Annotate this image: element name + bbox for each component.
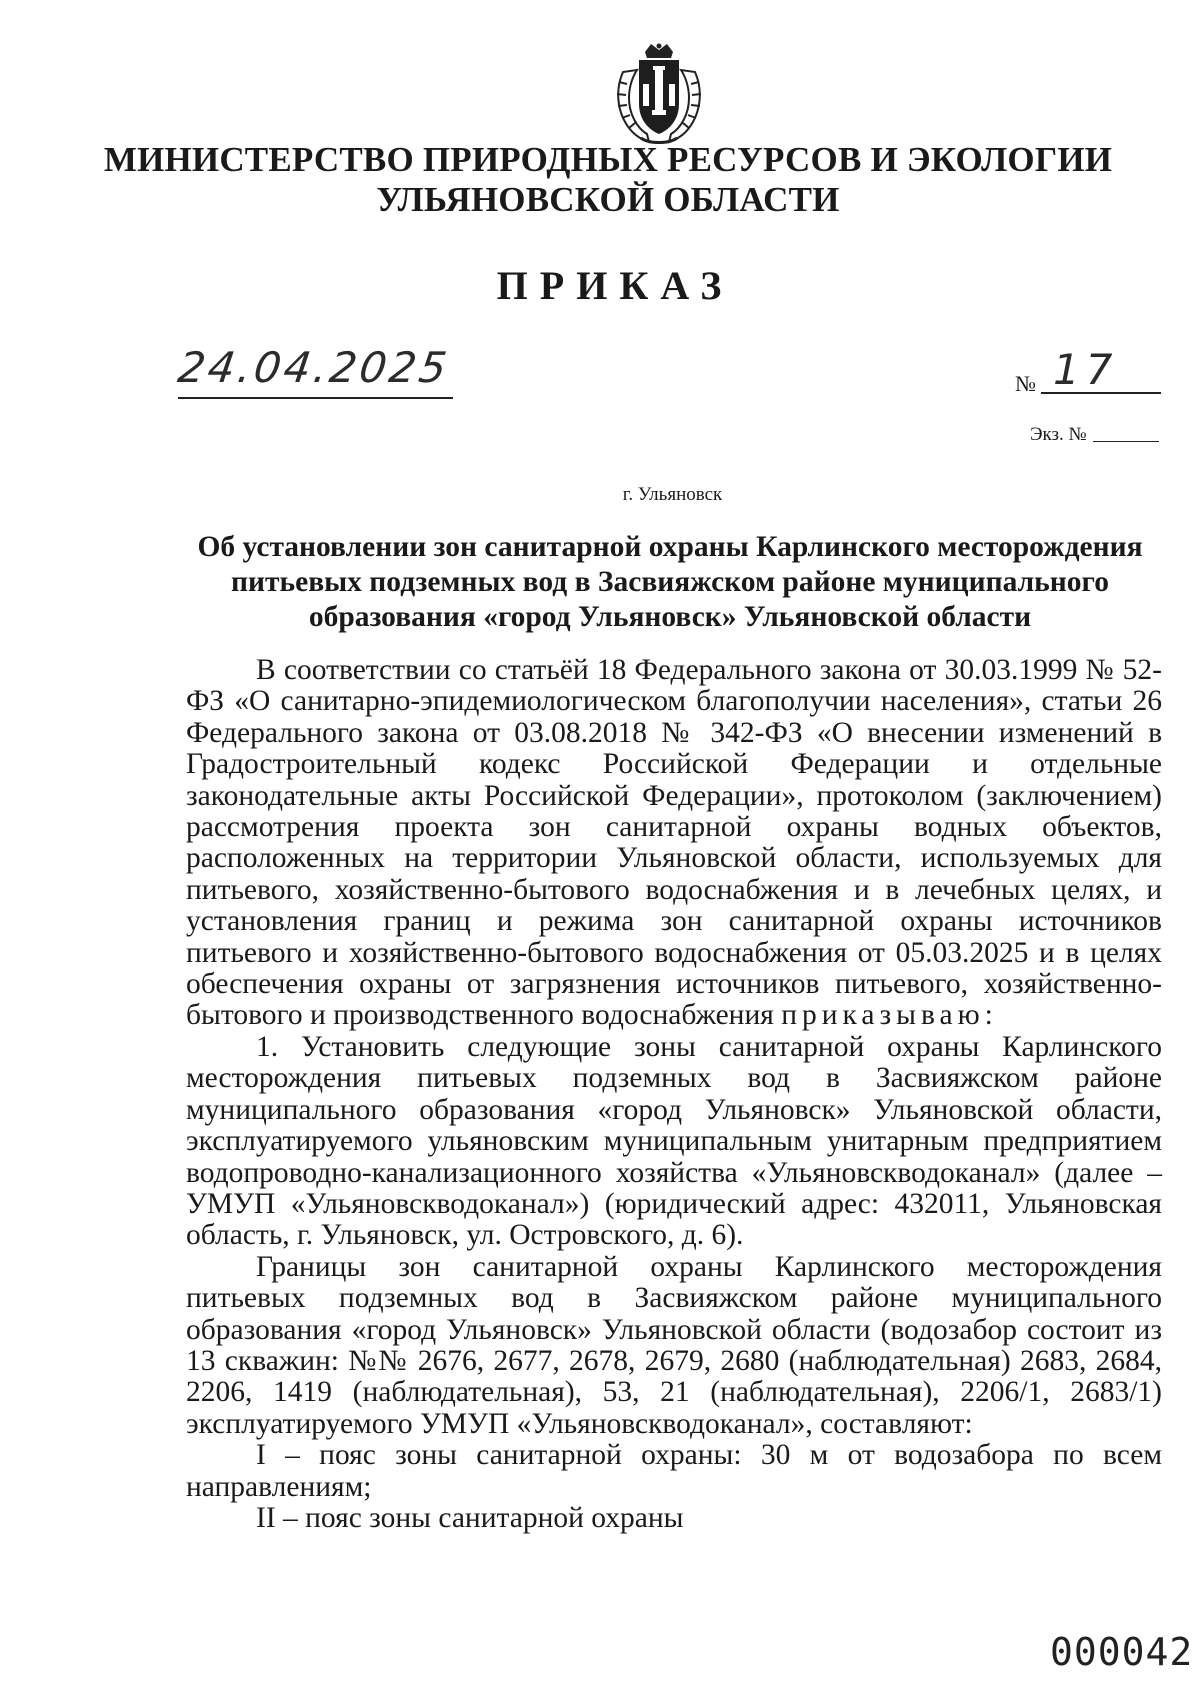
order-keyword: приказываю: [781,999,998,1032]
page-serial-number: 000042 [1050,1630,1194,1674]
ministry-name [0,140,1200,220]
city-name: г. Ульяновск [622,484,723,505]
order-date: 24.04.2025 [175,343,453,392]
zone-belt-2-paragraph: II – пояс зоны санитарной охраны [256,1501,684,1534]
copy-number-label: Экз. № [1030,424,1087,445]
date-underline [178,397,453,399]
number-underline [1041,392,1161,394]
ministry-name-line2: УЛЬЯНОВСКОЙ ОБЛАСТИ [376,180,840,219]
clause-1-paragraph: 1. Установить следующие зоны санитарной охраны Карлинского месторождения питьевых подземных вод в Засвияжском районе муниципального образования «город Ульяновск» Ульяновской области, эксплуатируемого ульяновским муниципальным унитарным предприятием водопроводно-канализационного хозяйства «Ульяновскводоканал» (далее – УМУП «Ульяновскводоканал») (юридический адрес: 432011, Ульяновская область, г. Ульяновск, ул. Островского, д. 6). [186,1030,1162,1252]
order-number: 17 [1053,345,1119,394]
coat-of-arms-icon [613,42,705,146]
ministry-name-line1: МИНИСТЕРСТВО ПРИРОДНЫХ РЕСУРСОВ И ЭКОЛОГИИ [103,140,1113,179]
preamble-paragraph [186,655,1162,1032]
boundaries-paragraph: Границы зон санитарной охраны Карлинского месторождения питьевых подземных вод в Засвияжском районе муниципального образования «город Ульяновск» Ульяновской области (водозабор состоит из 13 скважин: №№ 2676, 2677, 2678, 2679, 2680 (наблюдательная) 2683, 2684, 2206, 1419 (наблюдательная), 53, 21 (наблюдательная), 2206/1, 2683/1) эксплуатируемого УМУП «Ульяновскводоканал», составляют: [186,1250,1162,1440]
preamble-text: В соответствии со статьёй 18 Федерального закона от 30.03.1999 № 52-ФЗ «О санитарно-эпидемиологическом благополучии населения», статьи 26 Федерального закона от 03.08.2018 № 342-ФЗ «О внесении изменений в Градостроительный кодекс Российской Федерации и отдельные законодательные акты Российской Федерации», протоколом (заключением) рассмотрения проекта зон санитарной охраны водных объектов, расположенных на территории Ульяновской области, используемых для питьевого, хозяйственно-бытового водоснабжения и в лечебных целях, и установления границ и режима зон санитарной охраны источников питьевого и хозяйственно-бытового водоснабжения от 05.03.2025 и в целях обеспечения охраны от загрязнения источников питьевого, хозяйственно-бытового и производственного водоснабжения [186,654,1162,1032]
order-number-label: № [1015,371,1036,396]
zone-belt-1-paragraph: I – пояс зоны санитарной охраны: 30 м от водозабора по всем направлениям; [186,1439,1162,1503]
order-body [186,655,1162,1534]
copy-number-blank [1093,441,1159,442]
order-subject: Об установлении зон санитарной охраны Карлинского месторождения питьевых подземных вод в Засвияжском районе муниципального образования «город Ульяновск» Ульяновской области [197,531,1143,633]
document-type-title: ПРИКАЗ [496,263,734,308]
